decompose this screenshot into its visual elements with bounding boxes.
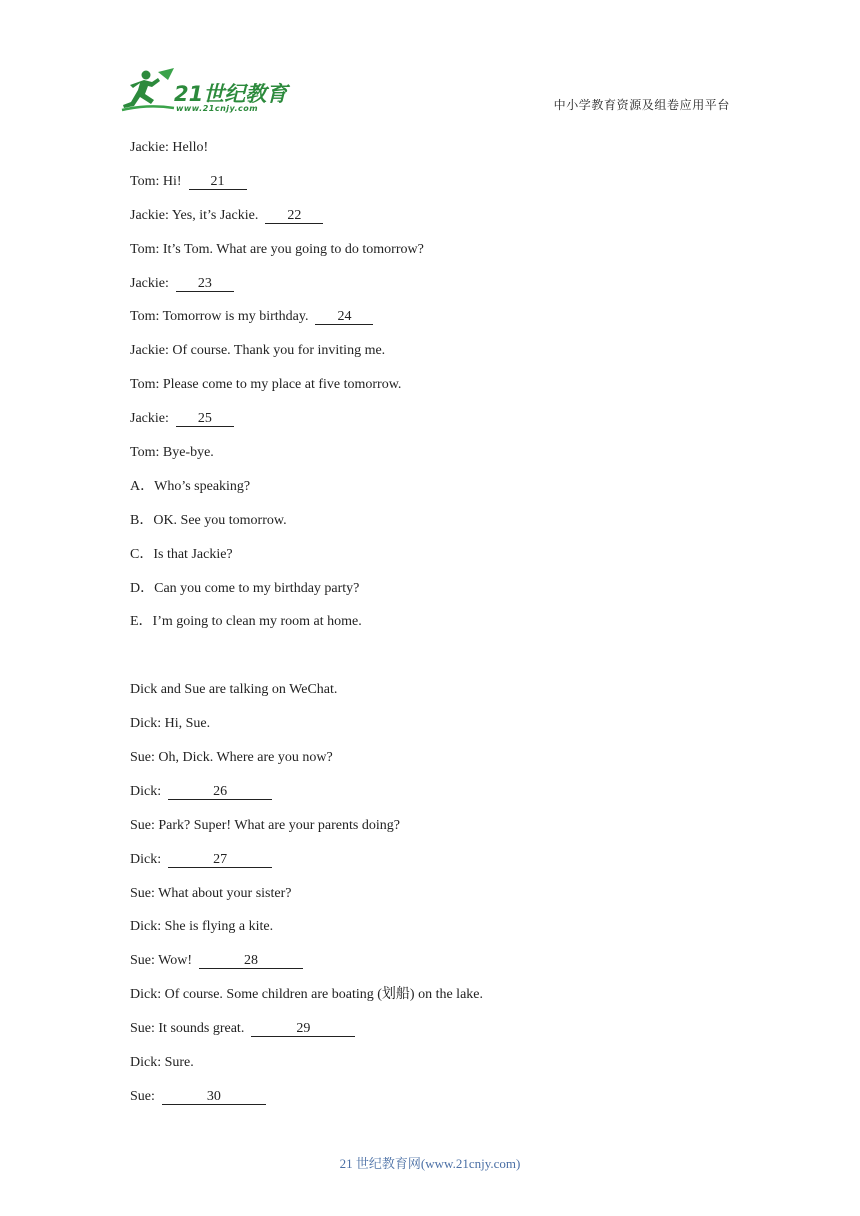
answer-options [130,477,750,646]
line-text: Sue: Oh, Dick. Where are you now? [130,750,333,766]
dialogue-line [130,138,750,172]
answer-blank-27[interactable]: 27 [168,852,272,868]
dialogue-1 [130,138,750,477]
dialogue-line [130,1053,750,1087]
logo-url: www.21cnjy.com [176,104,259,113]
line-text: Tom: Tomorrow is my birthday. [130,309,309,325]
page-footer: 21 世纪教育网(www.21cnjy.com) [339,1156,521,1171]
line-text: Sue: It sounds great. [130,1021,245,1037]
answer-blank-25[interactable]: 25 [176,411,234,427]
dialogue-line [130,748,750,782]
dialogue-line [130,1019,750,1053]
line-text: Sue: What about your sister? [130,885,292,901]
dialogue-line [130,917,750,951]
dialogue-line [130,206,750,240]
line-text: Tom: Bye-bye. [130,445,214,461]
answer-blank-24[interactable]: 24 [315,309,373,325]
dialogue-line [130,172,750,206]
answer-blank-26[interactable]: 26 [168,784,272,800]
line-text: Dick: [130,851,162,867]
line-text: Tom: Hi! [130,173,182,189]
line-text: Sue: Park? Super! What are your parents doing? [130,817,400,833]
option-item: C．Is that Jackie? [130,546,233,562]
line-text: Dick: [130,783,162,799]
line-text: Jackie: Hello! [130,140,209,155]
line-text: Jackie: [130,275,169,291]
line-text: Tom: Please come to my place at five tomorrow. [130,377,402,393]
dialogue-line [130,443,750,477]
answer-blank-29[interactable]: 29 [251,1021,355,1037]
dialogue-line [130,884,750,918]
dialogue-line [130,680,750,714]
option-item: E．I’m going to clean my room at home. [130,614,362,630]
answer-blank-28[interactable]: 28 [199,953,303,969]
dialogue-line [130,341,750,375]
line-text: Dick and Sue are talking on WeChat. [130,682,338,698]
option-item: D．Can you come to my birthday party? [130,580,360,596]
dialogue-line [130,850,750,884]
line-text: Sue: Wow! [130,953,193,969]
dialogue-line [130,816,750,850]
line-text: Dick: Hi, Sue. [130,716,211,732]
answer-blank-22[interactable]: 22 [265,208,323,224]
dialogue-2 [130,680,750,1121]
dialogue-line [130,409,750,443]
logo-text: 21世纪教育 [174,82,288,106]
line-text: Dick: Sure. [130,1055,194,1071]
dialogue-line [130,375,750,409]
answer-blank-23[interactable]: 23 [176,276,234,292]
line-text: Tom: It’s Tom. What are you going to do tomorrow? [130,241,424,257]
dialogue-line [130,985,750,1019]
line-text: Jackie: [130,411,169,427]
dialogue-line [130,274,750,308]
logo [118,66,298,116]
section-gap [130,646,750,680]
option-item: A．Who’s speaking? [130,478,251,494]
worksheet-content [130,138,750,1121]
dialogue-line [130,240,750,274]
dialogue-line [130,714,750,748]
answer-blank-30[interactable]: 30 [162,1089,266,1105]
dialogue-line [130,1087,750,1121]
header-tagline: 中小学教育资源及组卷应用平台 [553,98,730,112]
line-text: Dick: She is flying a kite. [130,919,274,935]
dialogue-line [130,307,750,341]
line-text: Jackie: Of course. Thank you for inviting me. [130,343,386,359]
dialogue-line [130,782,750,816]
line-text: Dick: Of course. Some children are boating (划船) on the lake. [130,987,484,1003]
line-text: Sue: [130,1088,155,1104]
dialogue-line [130,951,750,985]
page-header [0,0,860,120]
answer-blank-21[interactable]: 21 [189,174,247,190]
line-text: Jackie: Yes, it’s Jackie. [130,207,259,223]
option-item: B．OK. See you tomorrow. [130,512,287,528]
runner-logo-icon [118,66,178,114]
